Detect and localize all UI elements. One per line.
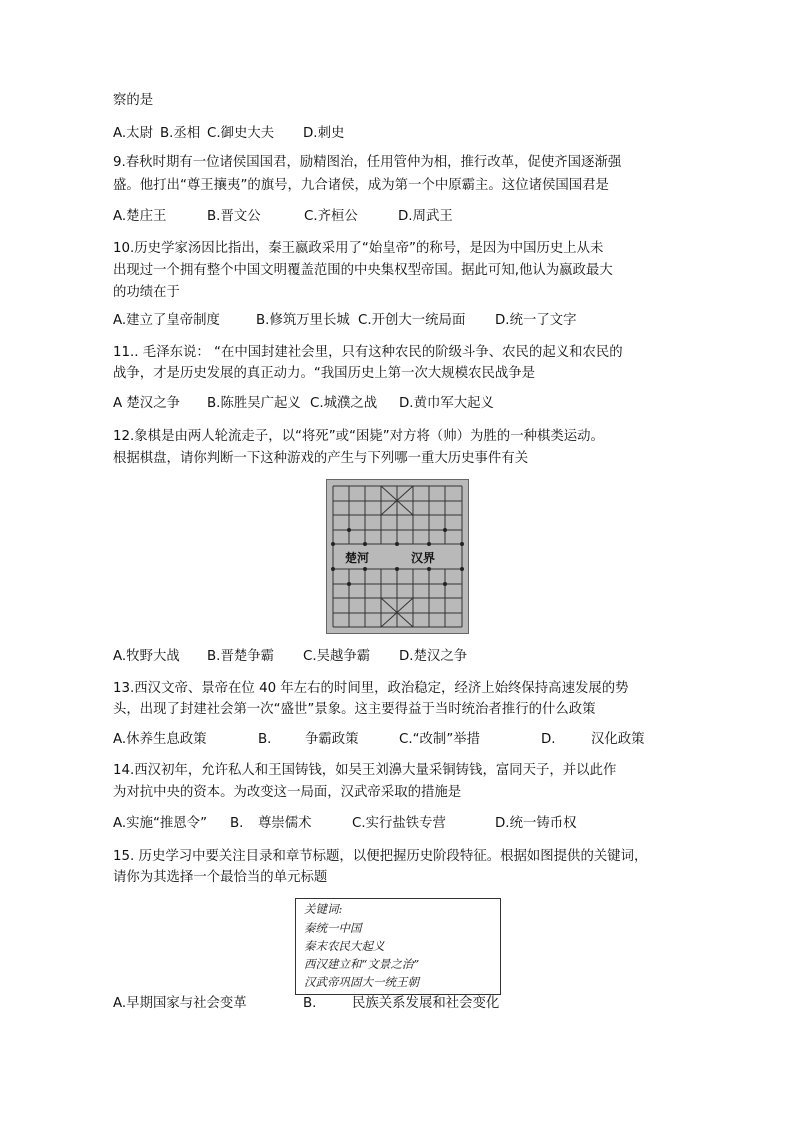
q14-option-b-letter: B. xyxy=(230,816,244,831)
question-10-line-2: 出现过一个拥有整个中国文明覆盖范围的中央集权型帝国。据此可知,他认为嬴政最大 xyxy=(113,263,613,278)
question-15-line-1: 15. 历史学习中要关注目录和章节标题，以便把握历史阶段特征。根据如图提供的关键词， xyxy=(113,849,648,864)
question-9-line-2: 盛。他打出“尊王攘夷”的旗号，九合诸侯，成为第一个中原霸主。这位诸侯国国君是 xyxy=(113,178,609,193)
question-9-line-1: 9.春秋时期有一位诸侯国国君，励精图治，任用管仲为相，推行改革，促使齐国逐渐强 xyxy=(113,155,622,170)
q13-option-b: 争霸政策 xyxy=(305,732,359,747)
q15-option-a: A.早期国家与社会变革 xyxy=(113,996,247,1011)
q14-option-c: C.实行盐铁专营 xyxy=(352,816,446,831)
question-10-line-1: 10.历史学家汤因比指出，秦王嬴政采用了“始皇帝”的称号，是因为中国历史上从未 xyxy=(113,241,604,256)
keyword-item: 秦末农民大起义 xyxy=(304,939,385,953)
question-11-line-1: 11.. 毛泽东说： “在中国封建社会里，只有这种农民的阶级斗争、农民的起义和农民的 xyxy=(113,345,623,360)
q13-option-a: A.休养生息政策 xyxy=(113,732,207,747)
q11-option-a: A 楚汉之争 xyxy=(113,396,180,411)
question-12-line-1: 12.象棋是由两人轮流走子，以“将死”或“困毙”对方将（帅）为胜的一种棋类运动。 xyxy=(113,429,604,444)
q15-option-b: 民族关系发展和社会变化 xyxy=(352,996,500,1011)
q11-option-c: C.城濮之战 xyxy=(310,396,378,411)
q13-option-d: 汉化政策 xyxy=(591,732,645,747)
keywords-box xyxy=(295,898,501,995)
q8-option-d: D.刺史 xyxy=(303,126,345,141)
q9-option-c: C.齐桓公 xyxy=(304,209,358,224)
q13-option-c: C.“改制”举措 xyxy=(399,732,481,747)
q15-option-b-letter: B. xyxy=(303,996,317,1011)
q10-option-d: D.统一了文字 xyxy=(495,313,577,328)
question-13-line-2: 头，出现了封建社会第一次“盛世”景象。这主要得益于当时统治者推行的什么政策 xyxy=(113,702,596,717)
question-14-line-2: 为对抗中央的资本。为改变这一局面，汉武帝采取的措施是 xyxy=(113,785,462,800)
q14-option-b: 尊崇儒术 xyxy=(258,816,312,831)
q12-option-c: C.吴越争霸 xyxy=(303,649,371,664)
q12-option-b: B.晋楚争霸 xyxy=(207,649,275,664)
question-10-line-3: 的功绩在于 xyxy=(113,285,180,300)
q9-option-a: A.楚庄王 xyxy=(113,209,167,224)
chessboard-image xyxy=(326,479,469,634)
q13-option-b-letter: B. xyxy=(258,732,272,747)
question-11-line-2: 战争，才是历史发展的真正动力。“我国历史上第一次大规模农民战争是 xyxy=(113,366,536,381)
q14-option-d: D.统一铸币权 xyxy=(495,816,577,831)
q8-option-a: A.太尉 xyxy=(113,126,153,141)
question-15-line-2: 请你为其选择一个最恰当的单元标题 xyxy=(113,870,328,885)
q11-option-d: D.黄巾军大起义 xyxy=(399,396,494,411)
q9-option-b: B.晋文公 xyxy=(207,209,261,224)
q12-option-a: A.牧野大战 xyxy=(113,649,180,664)
chessboard-grid xyxy=(327,480,468,633)
question-8-tail: 察的是 xyxy=(113,93,154,108)
question-12-line-2: 根据棋盘，请你判断一下这种游戏的产生与下列哪一重大历史事件有关 xyxy=(113,451,529,466)
q8-option-b: B.丞相 xyxy=(160,126,201,141)
keyword-item: 汉武帝巩固大一统王朝 xyxy=(304,975,419,989)
keywords-title: 关键词: xyxy=(304,902,343,916)
keyword-item: 西汉建立和“文景之治” xyxy=(304,957,420,971)
q12-option-d: D.楚汉之争 xyxy=(399,649,468,664)
q10-option-c: C.开创大一统局面 xyxy=(358,313,466,328)
q8-option-c: C.御史大夫 xyxy=(207,126,275,141)
q13-option-d-letter: D. xyxy=(541,732,556,747)
q14-option-a: A.实施“推恩令” xyxy=(113,816,208,831)
river-label-left: 楚河 xyxy=(345,551,370,565)
keyword-item: 秦统一中国 xyxy=(304,921,362,935)
question-14-line-1: 14.西汉初年，允许私人和王国铸钱，如吴王刘濞大量采铜铸钱，富同天子，并以此作 xyxy=(113,763,617,778)
q10-option-b: B.修筑万里长城 xyxy=(256,313,350,328)
q11-option-b: B.陈胜吴广起义 xyxy=(207,396,301,411)
q10-option-a: A.建立了皇帝制度 xyxy=(113,313,220,328)
q9-option-d: D.周武王 xyxy=(398,209,453,224)
question-13-line-1: 13.西汉文帝、景帝在位 40 年左右的时间里，政治稳定，经济上始终保持高速发展的势 xyxy=(113,681,629,696)
river-label-right: 汉界 xyxy=(411,551,436,565)
